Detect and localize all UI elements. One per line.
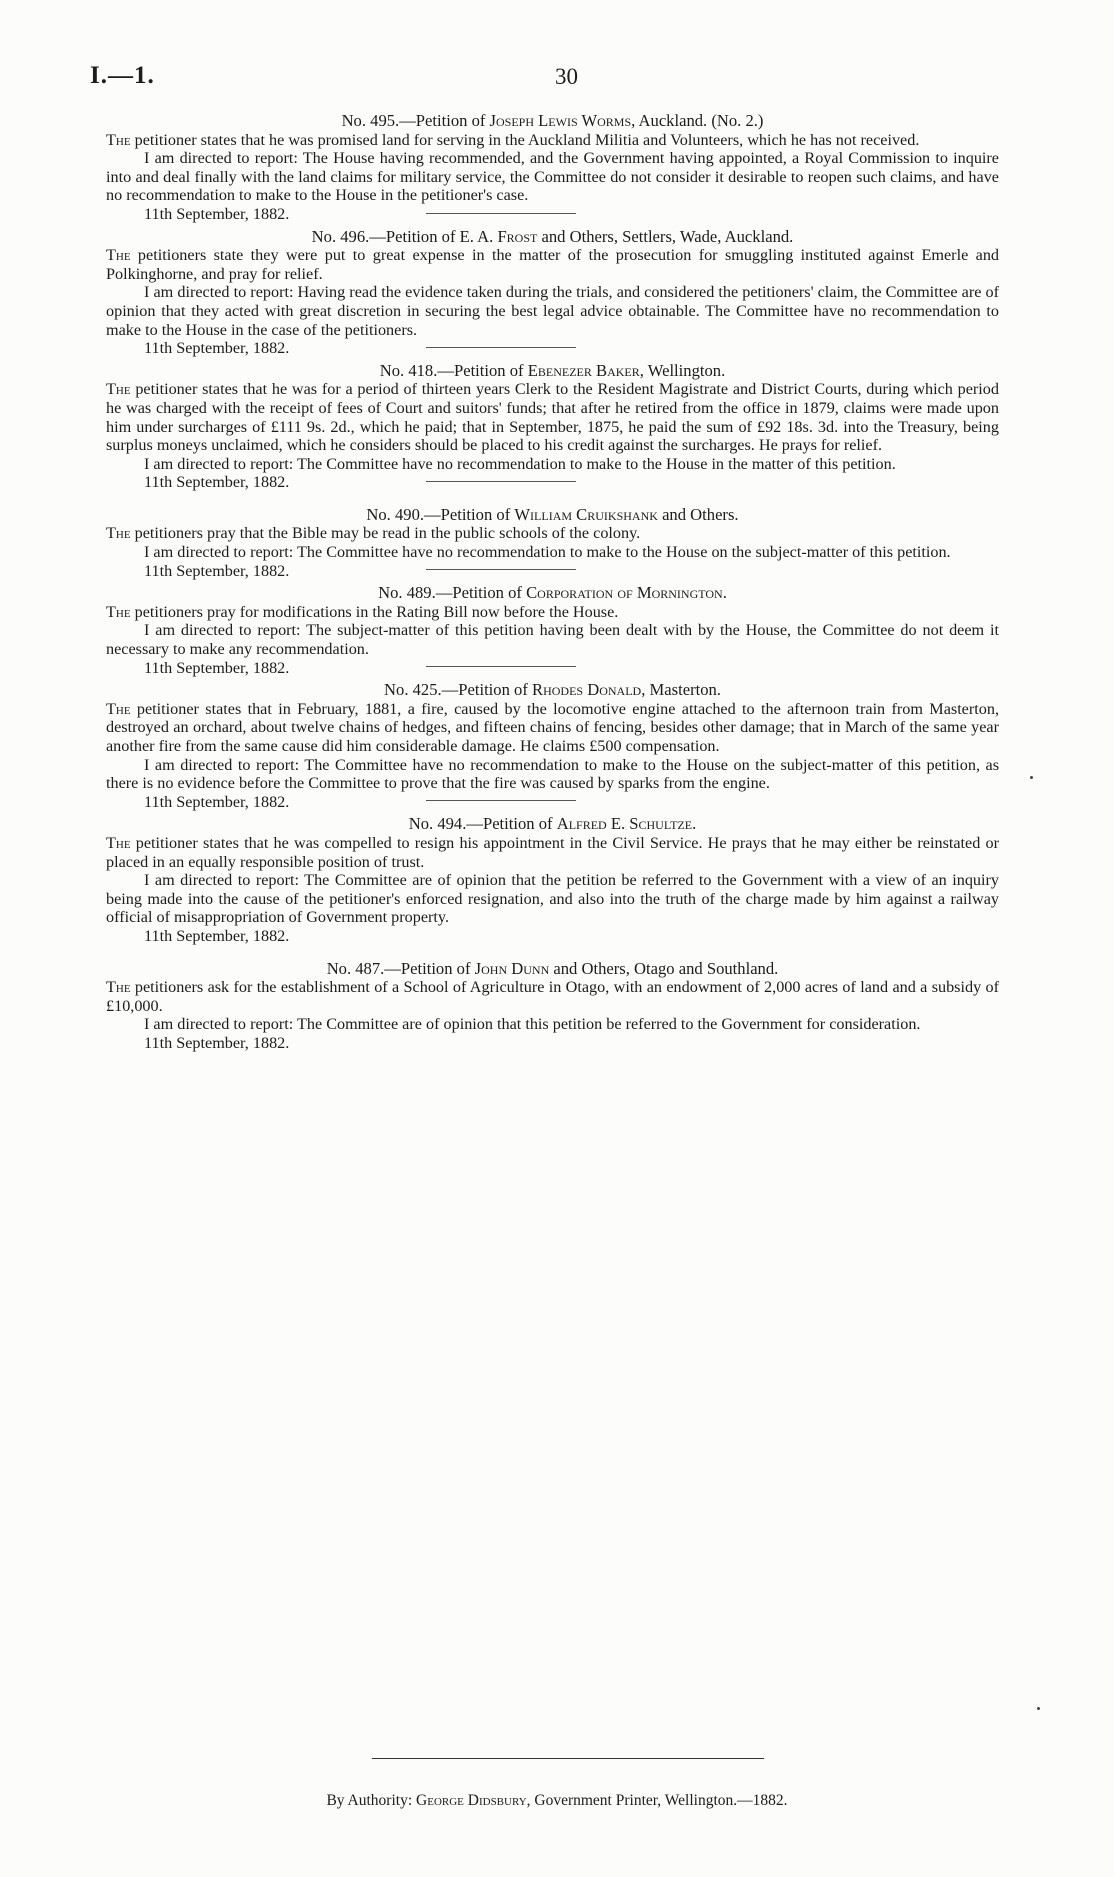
- petition-statement: The petitioner states that he was promised land for serving in the Auckland Militia and Volunteers, which he has not received.: [106, 130, 920, 149]
- report-date: 11th September, 1882.: [144, 926, 290, 945]
- petition-statement: The petitioners pray for modifications in the Rating Bill now before the House.: [106, 602, 619, 621]
- petitioner-name: Alfred E. Schultze: [556, 814, 693, 834]
- petitioner-name: E. A. Frost: [459, 226, 538, 246]
- petitioner-name: William Cruikshank: [514, 504, 658, 524]
- page-number: 30: [555, 64, 578, 89]
- committee-report: I am directed to report: The Committee have no recommendation to make to the House in the matter of this petition.: [144, 454, 896, 473]
- petition-statement: The petitioner states that in February, 1881, a fire, caused by the locomotive engine attached to the afternoon train from Masterton, destroyed an orchard, about twelve chains of hedges, and fifteen chains of fencing, besides other damage; that in March of the same year another fire from the same cause did him considerable damage. He claims £500 compensation.: [106, 699, 999, 755]
- committee-report: I am directed to report: The House having recommended, and the Government having appointed, a Royal Commission to inquire into and deal finally with the land claims for military service, the Committee do not consider it desirable to reopen such claims, and have no recommendation to make to the House in the petitioner's case.: [106, 149, 999, 205]
- committee-report: I am directed to report: The Committee have no recommendation to make to the House on the subject-matter of this petition, as there is no evidence before the Committee to prove that the fire was caused by sparks from the engine.: [106, 755, 999, 793]
- report-date: 11th September, 1882.: [144, 792, 290, 811]
- petitioner-name: Corporation: [526, 583, 614, 603]
- petition-heading: No. 489.—Petition of Corporation of Mornington.: [378, 583, 727, 603]
- petition-entry: [106, 960, 999, 1053]
- committee-report: I am directed to report: Having read the evidence taken during the trials, and considered the petitioners' claim, the Committee are of opinion that they acted with great discretion in securing the best legal advice obtainable. The Committee have no recommendation to make to the House in the case of the petitioners.: [106, 283, 999, 339]
- petition-statement: The petitioners pray that the Bible may be read in the public schools of the colony.: [106, 524, 641, 543]
- petition-statement: The petitioners state they were put to great expense in the matter of the prosecution for smuggling instituted against Emerle and Polkinghorne, and pray for relief.: [106, 246, 999, 283]
- petition-entry: [106, 504, 999, 580]
- petition-heading: No. 496.—Petition of E. A. Frost and Others, Settlers, Wade, Auckland.: [311, 226, 794, 246]
- committee-report: I am directed to report: The Committee are of opinion that the petition be referred to the Government with a view of an inquiry being made into the cause of the petitioner's enforced resignation, and also into the truth of the charge made by him against a railway official of misappropriation of Government property.: [106, 871, 999, 927]
- printer-name: George Didsbury: [416, 1792, 527, 1809]
- committee-report: I am directed to report: The Committee have no recommendation to make to the House on the subject-matter of this petition.: [144, 543, 951, 562]
- petition-statement: The petitioners ask for the establishment of a School of Agriculture in Otago, with an endowment of 2,000 acres of land and a subsidy of £10,000.: [106, 978, 999, 1015]
- petition-heading: No. 490.—Petition of William Cruikshank and Others.: [366, 504, 739, 524]
- petitioner-name: John Dunn: [474, 958, 550, 978]
- printer-imprint: By Authority: George Didsbury, Government Printer, Wellington.—1882.: [326, 1792, 788, 1809]
- petitioner-name: Rhodes Donald: [532, 680, 642, 700]
- petition-entry: [106, 360, 999, 492]
- petitioner-name: Joseph Lewis Worms: [489, 111, 632, 130]
- report-date: 11th September, 1882.: [144, 473, 290, 492]
- committee-report: I am directed to report: The Committee are of opinion that this petition be referred to the Government for consideration.: [144, 1015, 921, 1034]
- petition-entry: [106, 111, 999, 223]
- petition-list: [106, 112, 999, 1053]
- scan-speck: [1037, 1707, 1040, 1710]
- scan-speck: [1030, 776, 1033, 779]
- report-date: 11th September, 1882.: [144, 1033, 290, 1052]
- petition-statement: The petitioner states that he was for a period of thirteen years Clerk to the Resident Magistrate and District Courts, during which period he was charged with the receipt of fees of Court and suitors' funds; that after he retired from the office in 1879, claims were made upon him under surcharges of £111 9s. 2d., which he paid; that in September, 1875, he paid the sum of £92 18s. 3d. into the Treasury, being surplus moneys unclaimed, which he considers should be placed to his credit against the surcharges. He prays for relief.: [106, 380, 999, 455]
- report-date: 11th September, 1882.: [144, 658, 290, 677]
- committee-report: I am directed to report: The subject-matter of this petition having been dealt with by the House, the Committee do not deem it necessary to make any recommendation.: [106, 621, 999, 659]
- petition-heading: No. 494.—Petition of Alfred E. Schultze.: [408, 814, 697, 834]
- petitioner-name: Ebenezer Baker: [527, 360, 640, 380]
- petition-entry: [106, 226, 999, 358]
- paper-reference: I.—1.: [90, 62, 155, 89]
- report-date: 11th September, 1882.: [144, 204, 290, 223]
- petition-heading: No. 495.—Petition of Joseph Lewis Worms, Auckland. (No. 2.): [341, 111, 764, 130]
- footer-divider: [372, 1758, 764, 1759]
- petition-heading: No. 487.—Petition of John Dunn and Others, Otago and Southland.: [326, 958, 779, 978]
- petition-statement: The petitioner states that he was compelled to resign his appointment in the Civil Service. He prays that he may either be reinstated or placed in an equally responsible position of trust.: [106, 833, 999, 871]
- petition-entry: [106, 680, 999, 811]
- report-date: 11th September, 1882.: [144, 561, 290, 580]
- petition-entry: [106, 815, 999, 945]
- petition-entry: [106, 583, 999, 677]
- report-date: 11th September, 1882.: [144, 339, 290, 358]
- petition-heading: No. 418.—Petition of Ebenezer Baker, Wellington.: [379, 360, 726, 380]
- petition-heading: No. 425.—Petition of Rhodes Donald, Masterton.: [384, 680, 721, 700]
